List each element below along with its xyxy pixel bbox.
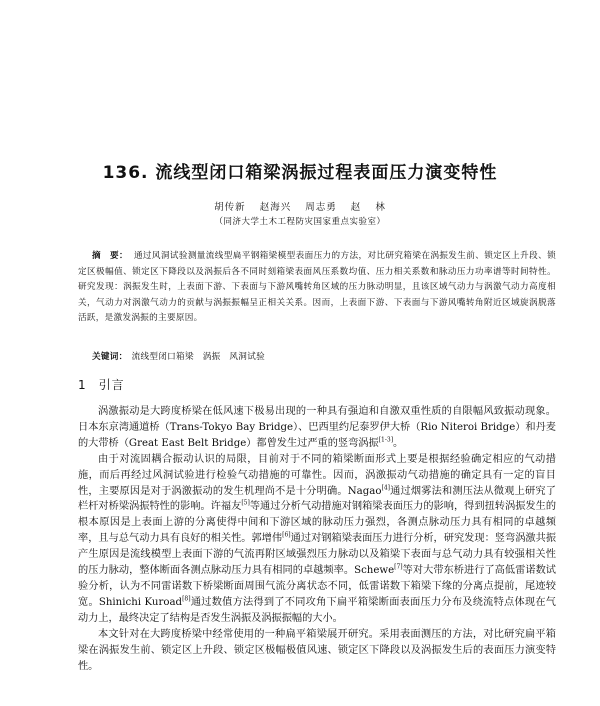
abstract-label: 摘 要： [92, 251, 128, 261]
paragraph-text: 。 [393, 437, 404, 449]
paragraph-text: 等对大带东桥进行了高低雷诺数试验分析，认为不同雷诺数下桥梁断面周围气流分离状态不同，低雷诺数下箱梁下缘的分离点提前，尾迹较宽。Shinichi Kuroad [78, 565, 556, 608]
citation-ref: [6] [282, 531, 291, 539]
author-list [0, 199, 600, 213]
paragraph-text: 等通过分析气动措施对钢箱梁表面压力的影响，得到扭转涡振发生的根本原因是上表面上游的分离使得中间和下游区域的脉动压力强烈，各测点脉动压力具有相同的卓越频率，且与总气动力具有良好的相关性。郭增伟 [78, 501, 557, 545]
author-name: 胡传新 [214, 202, 246, 213]
author-affiliation: （同济大学土木工程防灾国家重点实验室） [214, 217, 386, 227]
paragraph-text: 由于对流固耦合振动认识的局限，目前对于不同的箱梁断面形式上要是根据经验确定相应的气动措施，而后再经过风洞试验进行检验气动措施的可靠性。因而，涡激振动气动措施的确定具有一定的盲目性，主要原因是对于涡激振动的发生机理尚不是十分明确。Nagao [78, 453, 556, 497]
paragraph-text: 通过数值方法得到了不同攻角下扁平箱梁断面表面压力分布及绕流特点体现在气动力上，最终决定了结构是否发生涡振及涡振振幅的大小。 [78, 596, 556, 624]
body-paragraph [78, 627, 556, 675]
paper-title: 136. 流线型闭口箱梁涡振过程表面压力演变特性 [102, 163, 498, 183]
citation-ref: [1-3] [378, 436, 394, 444]
section-number: 1 [78, 378, 87, 392]
paragraph-text: 本文针对在大跨度桥梁中经常使用的一种扁平箱梁展开研究。采用表面测压的方法，对比研究扁平箱梁在涡振发生前、锁定区上升段、锁定区极幅极值风速、锁定区下降段以及涡振发生后的表面压力演变特性。 [78, 628, 556, 672]
section-title: 引言 [98, 378, 125, 392]
paragraph-text: 涡激振动是大跨度桥梁在低风速下极易出现的一种具有强迫和自激双重性质的自限幅风致振动现象。日本东京湾通道桥（Trans-Tokyo Bay Bridge）、巴西里约尼泰罗伊大桥（Rio Niteroi Bridge）和丹麦的大带桥（Great East Belt Bridge）都曾发生过严重的竖弯涡振 [78, 406, 556, 449]
body-text [78, 404, 556, 674]
keywords-text: 流线型闭口箱梁 涡振 风洞试验 [131, 352, 265, 362]
author-name: 赵 林 [350, 202, 386, 213]
abstract [78, 249, 556, 327]
keywords [92, 350, 556, 362]
citation-ref: [4] [381, 484, 390, 492]
paragraph-text: 通过对钢箱梁表面压力进行分析，研究发现：竖弯涡激共振产生原因是流线模型上表面下游的气流再附区域强烈压力脉动以及箱梁下表面与总气动力具有较强相关性的压力脉动，整体断面各测点脉动压力具有相同的卓越频率。Schewe [78, 533, 557, 577]
body-paragraph [78, 452, 556, 627]
paragraph-text: 通过烟雾法和测压法从微观上研究了栏杆对桥梁涡振特性的影响。许福友 [78, 485, 556, 513]
author-name: 赵海兴 [259, 202, 292, 213]
citation-ref: [5] [241, 500, 250, 508]
citation-ref: [7] [394, 563, 403, 571]
keywords-label: 关键词： [92, 352, 128, 362]
citation-ref: [8] [182, 595, 191, 603]
author-name: 周志勇 [305, 202, 337, 213]
body-paragraph [78, 404, 556, 452]
section-heading [78, 376, 125, 393]
abstract-text: 通过风洞试验测量流线型扁平钢箱梁模型表面压力的方法，对比研究箱梁在涡振发生前、锁定区上升段、锁定区极幅值、锁定区下降段以及涡振后各不同时刻箱梁表面风压系数均值、压力相关系数和脉动压力功率谱等时间特性。研究发现：涡振发生时，上表面下游、下表面与下游风嘴转角区域的压力脉动明显，且该区域气动力与涡激气动力高度相关，气动力对涡激气动力的贡献与涡振振幅呈正相关关系。因而，上表面下游、下表面与下游风嘴转角附近区域旋涡脱落活跃，是激发涡振的主要原因。 [78, 251, 556, 324]
